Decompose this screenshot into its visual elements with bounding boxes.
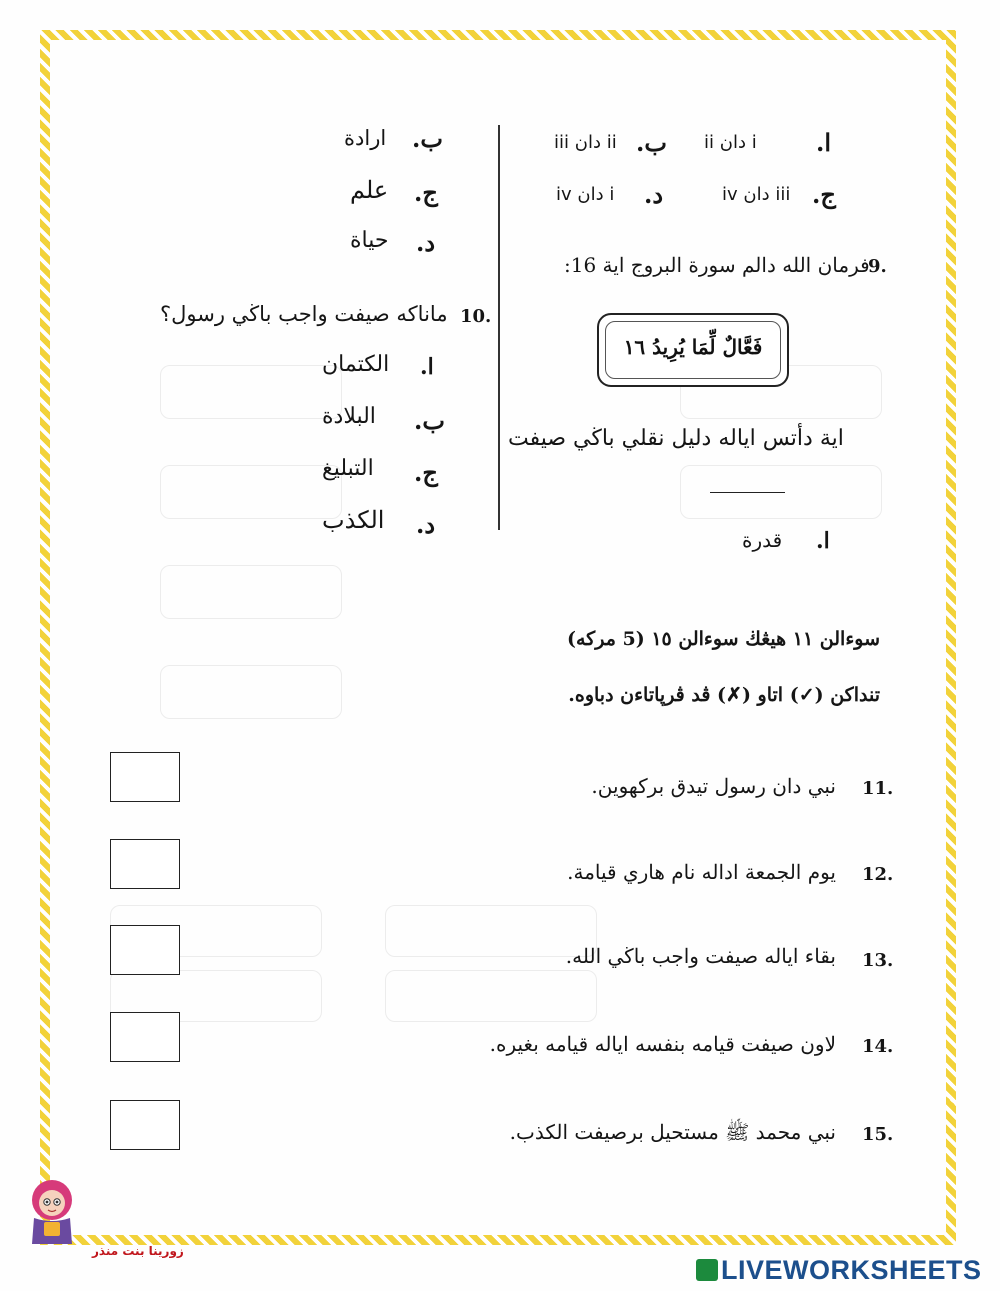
author-name: زورينا بنت منذر xyxy=(92,1244,184,1258)
tf-item-number: 14. xyxy=(862,1036,894,1057)
bleed-through-mark xyxy=(160,665,342,719)
q8-option-c-letter: ج. xyxy=(812,180,836,209)
q8-option-a-text: i دان ii xyxy=(704,132,757,153)
answer-box[interactable] xyxy=(110,839,180,889)
q9-statement: اية دأتس اياله دليل نقلي باڬي صيفت xyxy=(508,426,844,451)
answer-box[interactable] xyxy=(110,1100,180,1150)
q9-option-c-letter: ج. xyxy=(414,178,438,207)
q10-option-b-text: البلادة xyxy=(322,404,376,429)
answer-box[interactable] xyxy=(110,1012,180,1062)
q8-option-b-text: ii دان iii xyxy=(554,132,617,153)
q8-option-d-letter: د. xyxy=(644,180,664,209)
q9-option-b-text: ارادة xyxy=(344,126,387,150)
bleed-through-mark xyxy=(385,970,597,1022)
q10-option-d-letter: د. xyxy=(416,510,436,539)
q10-option-a-letter: ا. xyxy=(420,354,434,380)
tf-item-text: نبي دان رسول تيدق بركهوين. xyxy=(591,774,836,798)
bleed-through-mark xyxy=(160,565,342,619)
tf-item-number: 12. xyxy=(862,864,894,885)
quran-verse: فَعَّالٌ لِّمَا يُرِيدُ ١٦ xyxy=(623,335,763,359)
q10-option-a-text: الكتمان xyxy=(322,352,390,377)
q10-option-d-text: الكذب xyxy=(322,506,385,534)
tf-item-number: 15. xyxy=(862,1124,894,1145)
q9-number: 9. xyxy=(868,256,887,277)
q8-option-d-text: i دان iv xyxy=(556,184,615,205)
quran-verse-box xyxy=(597,313,789,387)
tf-item-text: نبي محمد ﷺ مستحيل برصيفت الكذب. xyxy=(509,1120,836,1144)
author-avatar-icon xyxy=(26,1178,78,1248)
answer-box[interactable] xyxy=(110,752,180,802)
liveworksheets-logo-icon xyxy=(696,1259,718,1281)
q9-option-d-text: حياة xyxy=(350,228,389,253)
q9-option-a-text: قدرة xyxy=(742,528,783,552)
tf-item-text: لاون صيفت قيامه بنفسه اياله قيامه بغيره. xyxy=(489,1032,836,1056)
q9-option-d-letter: د. xyxy=(416,228,436,257)
brand-text: LIVEWORKSHEETS xyxy=(721,1255,982,1285)
q10-option-c-text: التبليغ xyxy=(322,456,374,481)
tf-item-number: 11. xyxy=(862,778,894,799)
q10-option-c-letter: ج. xyxy=(414,458,438,487)
bleed-through-mark xyxy=(160,465,342,519)
q8-option-b-letter: ب. xyxy=(636,128,667,157)
section-instruction: تنداكن (✓) اتاو (✗) ڤد ڤرڽاتاءن دباوه. xyxy=(568,684,880,706)
q9-question-text: فرمان الله دالم سورة البروج اية 16: xyxy=(564,253,870,277)
tf-item-text: بقاء اياله صيفت واجب باڬي الله. xyxy=(565,944,836,968)
answer-blank-line xyxy=(710,492,785,493)
q8-option-c-text: iii دان iv xyxy=(722,184,791,205)
q10-number: 10. xyxy=(460,306,492,327)
liveworksheets-logo xyxy=(696,1255,982,1286)
q9-option-c-text: علم xyxy=(350,176,389,204)
bleed-through-mark xyxy=(160,365,342,419)
q9-option-a-letter: ا. xyxy=(816,528,830,554)
column-divider xyxy=(498,125,500,530)
q9-option-b-letter: ب. xyxy=(412,124,443,153)
answer-box[interactable] xyxy=(110,925,180,975)
q8-option-a-letter: ا. xyxy=(816,128,832,157)
q10-option-b-letter: ب. xyxy=(414,406,445,435)
q10-question-text: ماناكه صيفت واجب باڬي رسول؟ xyxy=(160,302,448,326)
section-title: سوءالن ١١ هيڠڬ سوءالن ١٥ (5 مركه) xyxy=(567,628,880,650)
tf-item-number: 13. xyxy=(862,950,894,971)
tf-item-text: يوم الجمعة اداله نام هاري قيامة. xyxy=(567,860,836,884)
